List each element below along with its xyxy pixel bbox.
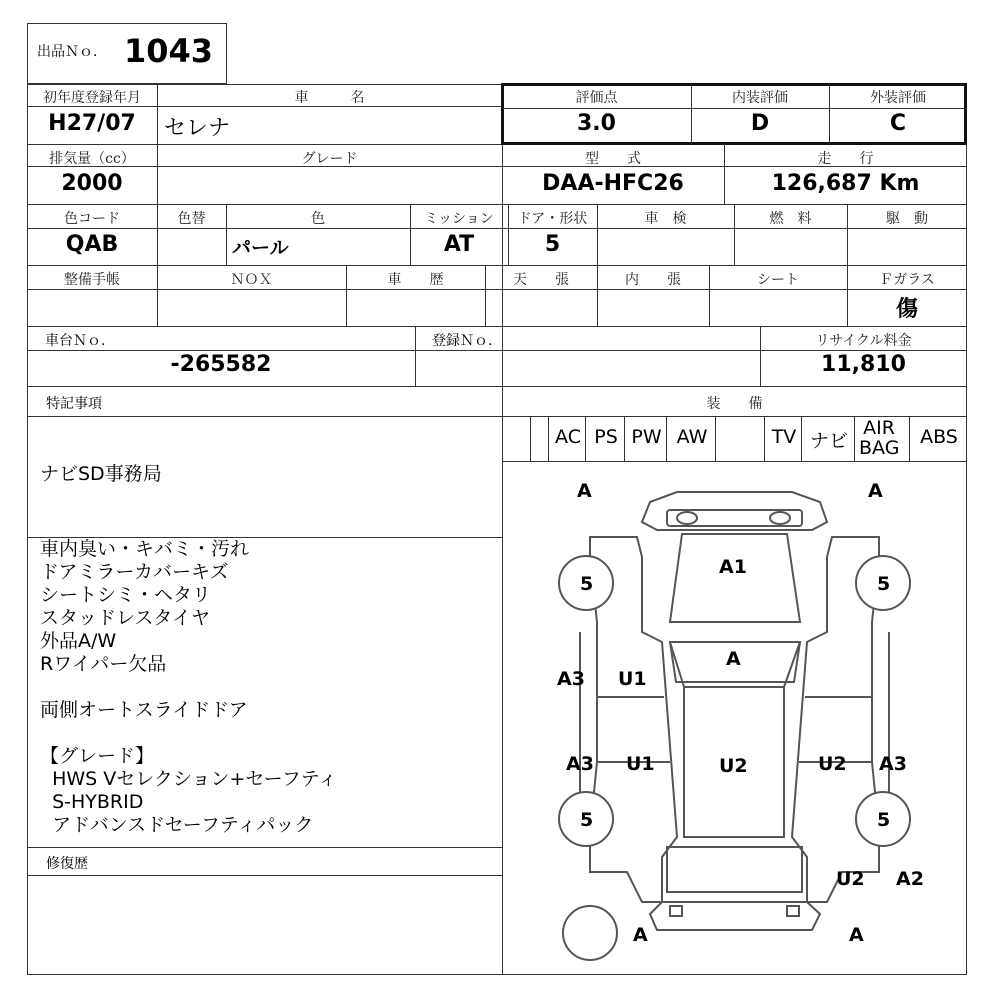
car-damage-diagram <box>502 462 967 975</box>
interior-value: D <box>750 111 770 136</box>
interior-label: 内装評価 <box>732 90 788 106</box>
exterior-value: C <box>889 111 907 136</box>
car-name-label: 車 名 <box>294 90 365 106</box>
equip-cell <box>530 416 549 462</box>
color-value: パール <box>232 237 289 259</box>
color-code-label: 色コード <box>64 211 120 227</box>
equip-cell: ABS <box>909 416 967 462</box>
displacement-value: 2000 <box>61 171 123 196</box>
mark-tire-front-left: 5 <box>580 573 594 595</box>
mark-roof: U2 <box>719 755 748 777</box>
notes-label: 特記事項 <box>46 396 102 412</box>
mark-right-rear-door: A3 <box>879 753 907 775</box>
equip-cell: ナビ <box>801 416 855 462</box>
roof-lining-label: 天 張 <box>513 272 569 288</box>
mark-rear-right: A <box>849 924 864 946</box>
repair-history-label: 修復歴 <box>46 856 88 872</box>
color-label: 色 <box>311 211 325 227</box>
drive-label: 駆 動 <box>886 211 928 227</box>
mark-left-rear-door-u: U1 <box>626 753 655 775</box>
chassis-value: -265582 <box>170 352 272 377</box>
model-label: 型 式 <box>585 151 641 167</box>
equip-cell: PS <box>585 416 625 462</box>
seat-label: シート <box>757 272 799 288</box>
mission-value: AT <box>443 232 475 257</box>
grade-label: グレード <box>301 151 358 167</box>
chassis-label: 車台Ｎｏ． <box>45 333 115 349</box>
front-glass-value: 傷 <box>895 297 918 322</box>
mark-right-rear: A2 <box>896 868 924 890</box>
lot-number-box <box>27 23 227 84</box>
equip-cell <box>715 416 765 462</box>
spare-tire <box>563 906 617 960</box>
equip-cell: AC <box>548 416 586 462</box>
equip-cell: TV <box>764 416 802 462</box>
mark-front-left: A <box>577 480 592 502</box>
nox-label: ＮＯＸ <box>230 272 273 288</box>
mileage-label: 走 行 <box>817 151 874 167</box>
reg-no-label: 登録Ｎｏ． <box>432 333 502 349</box>
door-value: 5 <box>544 232 561 257</box>
mark-right-rear-door-u: U2 <box>818 753 847 775</box>
equipment-label: 装 備 <box>706 396 763 412</box>
mission-label: ミッション <box>424 211 494 227</box>
equip-cell: PW <box>624 416 667 462</box>
service-record-label: 整備手帳 <box>64 272 120 288</box>
mark-rear-left: A <box>633 924 648 946</box>
mark-windshield: A <box>726 648 741 670</box>
displacement-label: 排気量（cc） <box>49 151 135 167</box>
recycle-fee-label: リサイクル料金 <box>815 333 912 349</box>
mark-tire-rear-left: 5 <box>580 809 594 831</box>
equipment-row <box>530 416 967 461</box>
notes-line-1: ナビSD事務局 <box>40 463 162 485</box>
front-glass-label: Ｆガラス <box>879 272 935 288</box>
mark-left-rear-door: A3 <box>566 753 594 775</box>
lot-number-value: 1043 <box>124 32 214 70</box>
color-change-label: 色替 <box>177 211 206 227</box>
inspection-label: 車 検 <box>644 211 687 227</box>
mark-hood: A1 <box>719 556 747 578</box>
interior-trim-label: 内 張 <box>625 272 681 288</box>
mark-tire-rear-right: 5 <box>877 809 891 831</box>
score-value: 3.0 <box>577 111 616 136</box>
mark-tire-front-right: 5 <box>877 573 891 595</box>
color-code-value: QAB <box>65 232 119 257</box>
equip-cell: AW <box>666 416 716 462</box>
fuel-label: 燃 料 <box>769 211 812 227</box>
car-history-label: 車 歴 <box>387 272 444 288</box>
score-label: 評価点 <box>575 90 618 106</box>
notes-block: 車内臭い・キバミ・汚れ ドアミラーカバーキズ シートシミ・ヘタリ スタッドレスタイヤ 外品A/W Rワイパー欠品 両側オートスライドドア 【グレード】 HWS Vセレクション+セーフティ S-HYBRID アドバンスドセーフティパック <box>40 538 338 836</box>
mark-right-rear-u: U2 <box>836 868 865 890</box>
car-name-value: セレナ <box>164 116 231 141</box>
mark-left-front-door-u: U1 <box>618 668 647 690</box>
equip-cell: AIR BAG <box>854 416 910 462</box>
mark-front-right: A <box>868 480 883 502</box>
recycle-fee-value: 11,810 <box>821 352 906 377</box>
first-reg-value: H27/07 <box>48 111 136 136</box>
model-value: DAA-HFC26 <box>542 171 684 196</box>
lot-number-label: 出品Ｎｏ． <box>37 44 107 60</box>
exterior-label: 外装評価 <box>870 90 926 106</box>
door-label: ドア・形状 <box>517 211 588 227</box>
mileage-value: 126,687 Km <box>771 171 920 196</box>
first-reg-label: 初年度登録年月 <box>43 90 141 106</box>
mark-left-front-door: A3 <box>557 668 585 690</box>
